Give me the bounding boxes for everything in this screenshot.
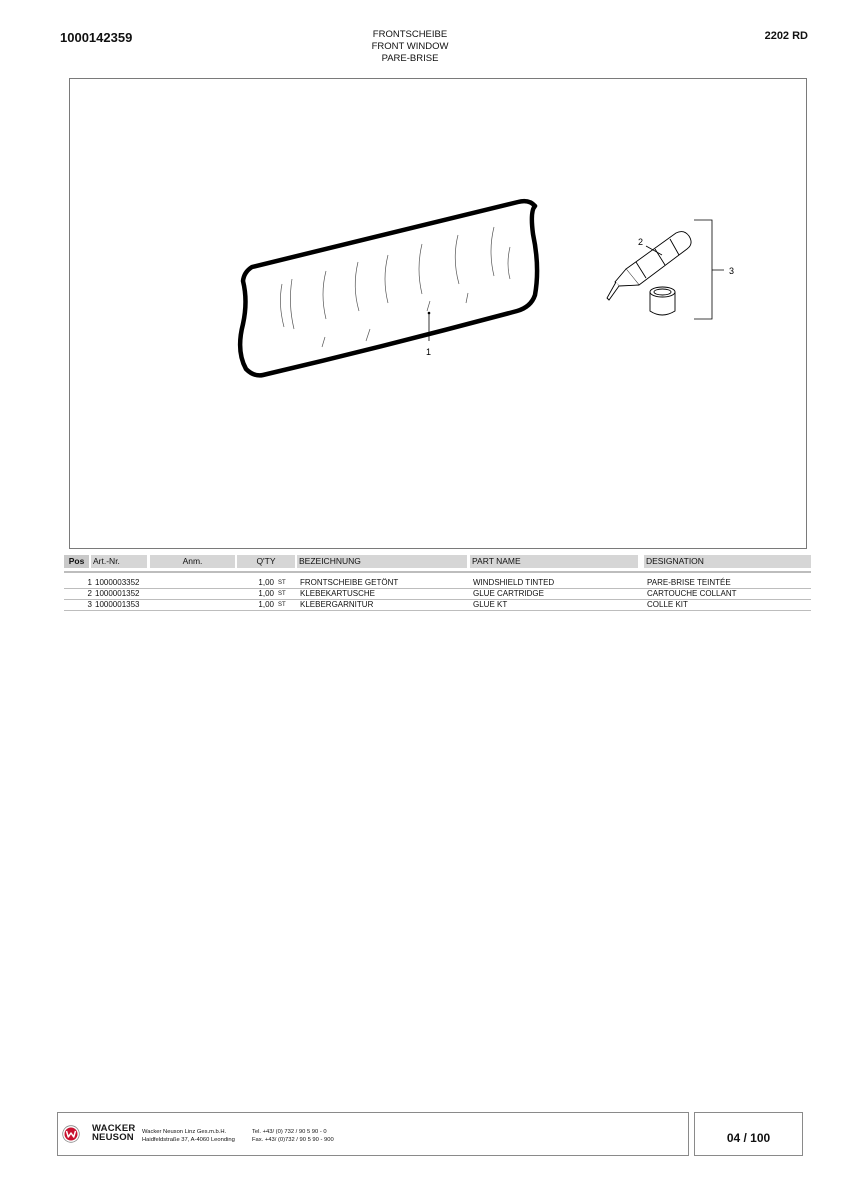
page-number: 04 / 100 <box>726 1131 771 1145</box>
row-qty: 1,00 <box>258 589 274 598</box>
table-row <box>64 600 811 611</box>
parts-drawing <box>69 78 807 549</box>
callout-3-label: 3 <box>729 266 735 276</box>
footer-company-box <box>57 1112 689 1156</box>
table-row <box>64 589 811 600</box>
drawing-canvas <box>70 79 806 548</box>
row-designation: COLLE KIT <box>647 600 688 609</box>
column-header-bezeichnung-label: BEZEICHNUNG <box>299 556 361 566</box>
windshield-outline <box>240 201 537 375</box>
row-bezeichnung: KLEBERGARNITUR <box>300 600 374 609</box>
row-bezeichnung: KLEBEKARTUSCHE <box>300 589 375 598</box>
column-header-art-nr-label: Art.-Nr. <box>93 556 120 566</box>
title-english: FRONT WINDOW <box>371 41 449 52</box>
row-unit: ST <box>278 602 286 608</box>
row-art-nr: 1000001353 <box>95 600 140 609</box>
column-header-qty: Q'TY <box>237 555 295 568</box>
callout-1-dot <box>428 312 431 315</box>
row-pos: 3 <box>87 600 92 609</box>
company-tel: Tel. +43/ (0) 732 / 90 5 90 - 0 <box>252 1129 327 1135</box>
column-header-part-name-label: PART NAME <box>472 556 521 566</box>
column-header-designation-label: DESIGNATION <box>646 556 704 566</box>
glue-kit-drawing <box>650 287 675 315</box>
footer-page-box <box>694 1112 803 1156</box>
table-header-rule <box>64 571 811 573</box>
row-pos: 1 <box>87 578 92 587</box>
row-qty: 1,00 <box>258 600 274 609</box>
company-name: Wacker Neuson Linz Ges.m.b.H. <box>142 1129 227 1135</box>
row-qty: 1,00 <box>258 578 274 587</box>
brand-line-2: NEUSON <box>92 1132 134 1143</box>
callout-1-label: 1 <box>426 347 432 357</box>
wacker-neuson-logo-icon <box>62 1125 80 1143</box>
page-title-block <box>310 29 510 65</box>
company-contact <box>252 1128 334 1144</box>
model-number: 2202 RD <box>764 30 808 42</box>
windshield-shading <box>280 227 510 347</box>
title-german: FRONTSCHEIBE <box>372 29 448 40</box>
column-header-bezeichnung <box>297 555 467 568</box>
row-designation: PARE-BRISE TEINTÉE <box>647 578 731 587</box>
row-unit: ST <box>278 591 286 597</box>
column-header-pos: Pos <box>64 555 89 568</box>
company-address <box>142 1128 235 1144</box>
row-part-name: WINDSHIELD TINTED <box>473 578 555 587</box>
column-header-designation <box>644 555 811 568</box>
table-row <box>64 578 811 589</box>
row-unit: ST <box>278 580 286 586</box>
title-french: PARE-BRISE <box>381 53 439 64</box>
company-street: Haidfeldstraße 37, A-4060 Leonding <box>142 1137 235 1143</box>
row-art-nr: 1000003352 <box>95 578 140 587</box>
column-header-part-name <box>470 555 638 568</box>
row-bezeichnung: FRONTSCHEIBE GETÖNT <box>300 578 399 587</box>
brand-wordmark <box>92 1124 135 1142</box>
brand-line-1: WACKER <box>92 1123 136 1134</box>
parts-table-header <box>64 555 811 568</box>
row-part-name: GLUE CARTRIDGE <box>473 589 544 598</box>
callout-3-bracket <box>694 220 724 319</box>
column-header-anm: Anm. <box>150 555 235 568</box>
row-part-name: GLUE KT <box>473 600 508 609</box>
document-number: 1000142359 <box>60 30 133 45</box>
row-art-nr: 1000001352 <box>95 589 140 598</box>
row-pos: 2 <box>87 589 92 598</box>
row-designation: CARTOUCHE COLLANT <box>647 589 737 598</box>
column-header-art-nr <box>91 555 147 568</box>
glue-cartridge-drawing <box>607 232 691 300</box>
company-fax: Fax. +43/ (0)732 / 90 5 90 - 900 <box>252 1137 334 1143</box>
callout-2-label: 2 <box>638 237 644 247</box>
